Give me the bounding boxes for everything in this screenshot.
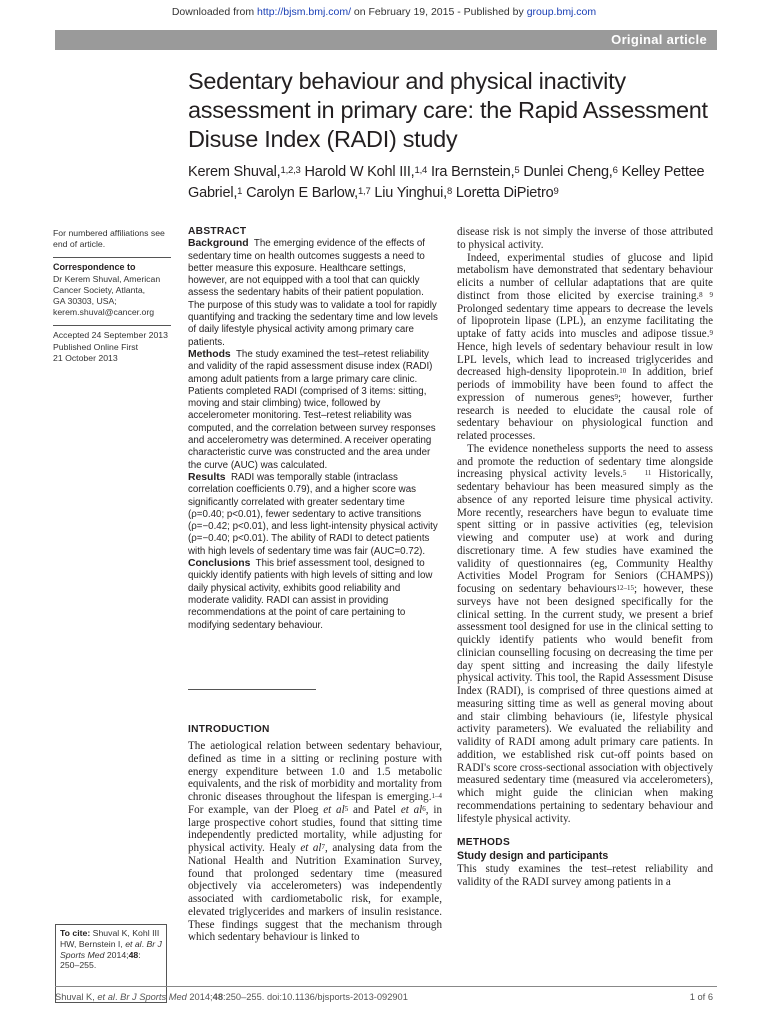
author-affiliation: 6: [612, 165, 618, 176]
author-name[interactable]: Dunlei Cheng,: [523, 164, 613, 180]
author-affiliation: 1,4: [414, 165, 428, 176]
citation-ref[interactable]: 9: [614, 392, 618, 401]
correspondence-heading: Correspondence to: [53, 262, 136, 273]
footer-citation: Shuval K, et al. Br J Sports Med 2014;48:250–255. doi:10.1136/bjsports-2013-092901: [55, 992, 408, 1002]
correspondence-line: GA 30303, USA;: [53, 296, 117, 307]
citation-ref[interactable]: 6: [422, 804, 426, 813]
correspondence-email[interactable]: kerem.shuval@cancer.org: [53, 307, 155, 318]
published-date: 21 October 2013: [53, 352, 118, 363]
author-list: [188, 162, 718, 204]
author-name[interactable]: Kelley Pettee Gabriel,: [188, 164, 705, 201]
citation-ref[interactable]: 7: [321, 843, 326, 851]
bjsm-link[interactable]: http://bjsm.bmj.com/: [257, 6, 351, 18]
abstract-heading: ABSTRACT: [188, 226, 247, 237]
abstract-divider: [188, 689, 316, 690]
author-affiliation: 5: [514, 165, 520, 176]
abstract-background: Background The emerging evidence of the effects of sedentary time on health outcomes suggests a need to better measure this exposure. Healthcare settings, however, are not equipped with a tool that can quickly assess the sedentary habits of their patient population. The purpose of this study was to validate a tool for rapidly quantifying and tracking the sedentary time and low levels of daily lifestyle physical activity among primary care patients.: [188, 238, 438, 348]
citation-ref[interactable]: 9: [709, 329, 713, 337]
section-label: Original article: [611, 32, 707, 47]
affiliations-note: For numbered affiliations see end of article.: [53, 228, 165, 250]
author-affiliation: 1: [237, 186, 243, 197]
accepted-date: Accepted 24 September 2013: [53, 330, 168, 341]
author-affiliation: 9: [553, 186, 559, 197]
body-paragraph: Indeed, experimental studies of glucose and lipid metabolism have demonstrated that sedentary behaviour elicits a number of cellular adaptations that are quite distinct from those elicited by exercise training.$^{8 9}$ Prolonged sedentary time appears to decrease the levels of lipoprotein lipase (LPL), an enzyme facilitating the uptake of fatty acids into muscles and adipose tissue.$^9$ Hence, high levels of sedentary behaviour result in low LPL levels, which lead to increased triglycerides and decreased high-density lipoprotein.$^{10}$ In addition, brief periods of immobility have been found to affect the expression of numerous genes$^9$; however, further research is needed to elucidate the causal role of sedentary behaviour on physiological function and related processes.: [457, 251, 713, 442]
publisher-link[interactable]: group.bmj.com: [526, 6, 597, 18]
abstract-results: Results RADI was temporally stable (intraclass correlation coefficients 0.79), and a higher score was significantly correlated with greater sedentary time (ρ=0.40; p<0.01), fewer sedentary to active transitions (ρ=−0.42; p<0.01), and less light-intensity physical activity (ρ=−0.40; p<0.01). The ability of RADI to detect patients with high levels of sedentary time was fair (AUC=0.72).: [188, 471, 438, 557]
methods-heading: METHODS: [457, 837, 511, 849]
article-title: Sedentary behaviour and physical inactivity assessment in primary care: the Rapid Assessment Disuse Index (RADI) study: [188, 68, 708, 152]
abstract: [188, 226, 442, 632]
author-affiliation: 8: [446, 186, 453, 197]
section-bar: [55, 30, 717, 50]
citation-ref[interactable]: 5: [344, 804, 349, 813]
author-name[interactable]: Loretta DiPietro: [455, 185, 554, 201]
citation-ref[interactable]: 12–15: [616, 584, 634, 592]
author-name[interactable]: Ira Bernstein,: [430, 164, 515, 180]
author-name[interactable]: Harold W Kohl III,: [304, 164, 415, 180]
citation-ref[interactable]: 1–4: [431, 792, 442, 800]
intro-paragraph: The aetiological relation between sedentary behaviour, defined as time in a sitting or reclining posture with energy expenditure between 1.0 and 1.5 metabolic equivalents, and the risk of morbidity and mortality from chronic diseases throughout the lifespan is emerging.$^{1-4}$ For example, van der Ploeg et $al^5$ and Patel et $al^6$, in large prospective cohort studies, found that sitting time independently predicted mortality, while adjusting for physical activity. Healy et $al^7$, analysing data from the National Health and Nutrition Examination Survey, found that prolonged sedentary time (measured objectively via accelerometers) was independently associated with cardiometabolic risk, for example, elevated triglycerides and markers of insulin resistance. These findings suggest that the mechanism through which sedentary behaviour is linked to: [188, 740, 443, 944]
body-column-right: [457, 226, 713, 888]
author-name[interactable]: Carolyn E Barlow,: [246, 185, 358, 201]
methods-paragraph: This study examines the test–retest reliability and validity of the RADI survey among patients in a: [457, 862, 713, 888]
sidebar-notes: [53, 228, 171, 364]
author-name[interactable]: Kerem Shuval,: [188, 164, 281, 180]
body-paragraph: disease risk is not simply the inverse of those attributed to physical activity.: [457, 226, 713, 251]
citation-ref[interactable]: 8 9: [699, 290, 713, 299]
abstract-methods: Methods The study examined the test–retest reliability and validity of the rapid assessment disuse index (RADI) among adult patients from a large primary care clinic. Patients completed RADI (comprised of 3 items: sitting, moving and stair climbing) twice, followed by accelerometer monitoring. Test–retest reliability was computed, and the correlation between survey responses and accelerometry was determined. A receiver operating characteristic curve was constructed and the area under the curve (AUC) was calculated.: [188, 348, 436, 471]
methods-subheading: Study design and participants: [457, 850, 609, 862]
citation-ref[interactable]: 10: [619, 367, 627, 376]
published-online-label: Published Online First: [53, 341, 138, 352]
footer-divider: [55, 986, 717, 987]
introduction-heading: INTRODUCTION: [188, 724, 270, 735]
correspondence-line: Cancer Society, Atlanta,: [53, 284, 146, 295]
author-name[interactable]: Liu Yinghui,: [374, 185, 447, 201]
body-column-left: [188, 740, 442, 944]
citation-ref[interactable]: 5 11: [622, 469, 652, 478]
download-notice: Downloaded from http://bjsm.bmj.com/ on February 19, 2015 - Published by group.bmj.com: [171, 6, 597, 18]
abstract-conclusions: Conclusions This brief assessment tool, designed to quickly identify patients with high levels of sitting and low daily physical activity, exhibits good reliability and moderate validity. RADI can assist in providing recommendations at the point of care pertaining to modifying sedentary behaviour.: [188, 558, 433, 631]
citation-box: To cite: Shuval K, Kohl III HW, Bernstein I, et al. Br J Sports Med 2014;48: 250–255.: [55, 924, 167, 1003]
body-paragraph: The evidence nonetheless supports the need to assess and promote the reduction of sedentary time alongside increasing physical activity levels.$^{5 11}$ Historically, sedentary behaviour has been measured simply as the absence of any reported leisure time physical activity. More recently, researchers have begun to evaluate time spent sitting or in passive activities (eg, television viewing and computer use) at work and during discretionary time. A few studies have examined the validity of questionnaires (eg, Community Healthy Activities Model Program for Seniors (CHAMPS)) focusing on sedentary behaviours$^{12-15}$; however, these surveys have not been designed specifically for the clinical setting. In the current study, we present a brief assessment tool designed for use in the clinical setting to quickly identify patients who would benefit from clinician counselling focusing on decreasing the time per day spent sitting and increasing the daily lifestyle physical activity. This tool, the Rapid Assessment Disuse Index (RADI), is comprised of three questions aimed at measuring sitting time as well as general moving about and stair climbing behaviours (ie, lifestyle physical activity parameters). We evaluated the reliability and validity of RADI among adult primary care patients. In addition, we established risk cut-off points based on RADI's score cross-sectional association with objectively measured sedentary time (measured via accelerometers), which might guide the clinician when making recommendations pertaining to sedentary behaviour and lifestyle physical activity.: [457, 442, 713, 825]
page-number: 1 of 6: [689, 992, 713, 1002]
author-affiliation: 1,2,3: [280, 165, 301, 176]
correspondence-line: Dr Kerem Shuval, American: [53, 273, 161, 284]
author-affiliation: 1,7: [357, 186, 371, 197]
